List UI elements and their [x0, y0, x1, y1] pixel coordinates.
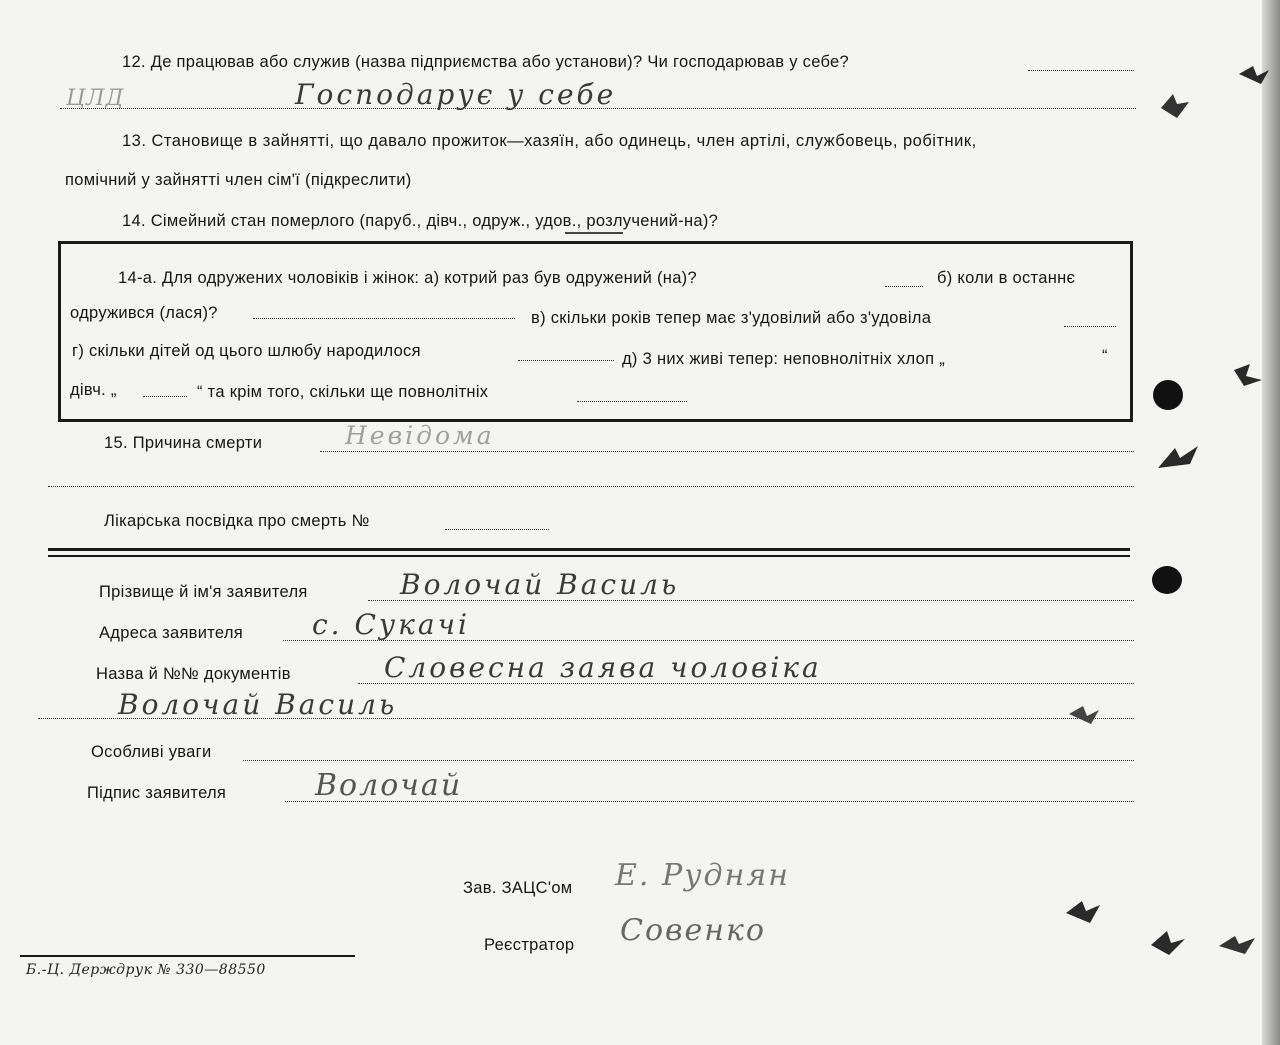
binding-edge-shadow: [1262, 0, 1280, 1045]
q14a-part-d: д) 3 них живі тепер: неповнолітніх хлоп „: [622, 350, 946, 368]
imprint-rule: [20, 955, 355, 957]
paper-tear-mark: [1215, 930, 1261, 960]
printer-imprint: Б.-Ц. Держдрук № 330—88550: [26, 962, 266, 978]
registrar-signature: Совенко: [620, 913, 766, 948]
documents-label: Назва й №№ документів: [96, 665, 291, 683]
q13-line2: помічний у зайнятті член сім'ї (підкреслити): [65, 171, 412, 189]
medical-cert-line: [445, 529, 549, 530]
q14a-girls-line: [143, 396, 187, 397]
paper-tear-mark: [1150, 440, 1210, 474]
applicant-address-label: Адреса заявителя: [99, 624, 244, 642]
q14a-part-b: б) коли в останнє: [937, 269, 1076, 287]
q14a-part-v-line: [1064, 326, 1116, 327]
q14-label: 14. Сімейний стан померлого (паруб., дівч., одруж., удов., розлучений-на)?: [122, 212, 719, 230]
applicant-signature-label: Підпис заявителя: [87, 784, 227, 802]
q12-label: 12. Де працював або служив (назва підприємства або установи)? Чи господарював у себе?: [122, 53, 850, 71]
paper-tear-mark: [1235, 60, 1275, 90]
q12-margin-note: ЦЛД: [66, 86, 125, 111]
q14a-girls-label: дівч. „: [70, 381, 117, 399]
q14a-part-g: г) скільки дітей од цього шлюбу народилося: [72, 342, 421, 360]
q14a-part-g-line: [518, 360, 614, 361]
applicant-name-line: [368, 600, 1134, 601]
registrar-label: Реєстратор: [484, 936, 575, 954]
q14a-part-a-line: [885, 286, 923, 287]
documents-value-line1: Словесна заява чоловіка: [384, 651, 822, 684]
special-notes-label: Особливі уваги: [91, 743, 212, 761]
q13-line1: 13. Становище в зайнятті, що давало прожиток—хазяїн, або одинець, член артілі, службовець, робітник,: [122, 132, 977, 150]
paper-tear-mark: [1145, 925, 1191, 959]
q15-line2: [48, 486, 1134, 487]
q15-label: 15. Причина смерти: [104, 434, 263, 452]
head-of-registry-signature: Е. Руднян: [615, 858, 790, 893]
applicant-address-value: с. Сукачі: [312, 608, 470, 641]
separator-rule-bottom: [48, 555, 1130, 557]
applicant-address-line: [283, 640, 1134, 641]
special-notes-line: [243, 760, 1134, 761]
punch-hole: [1152, 566, 1182, 594]
documents-line: [358, 683, 1134, 684]
applicant-name-label: Прізвище й ім'я заявителя: [99, 583, 308, 601]
q14a-part-a: 14-а. Для одружених чоловіків і жінок: а) котрий раз був одружений (на)?: [118, 269, 697, 287]
separator-rule-top: [48, 548, 1130, 551]
q12-answer: Господарує у себе: [295, 78, 617, 111]
q15-line: [320, 451, 1134, 452]
q14a-part-v: в) скільки років тепер має з'удовілий або з'удовіла: [531, 309, 932, 327]
q14-married-underline: [565, 232, 623, 234]
applicant-signature-line: [285, 801, 1134, 802]
q12-answer-line: [60, 108, 1136, 109]
q14a-line2-start: одружився (лася)?: [70, 304, 218, 322]
documents-line2: [38, 718, 1134, 719]
q14a-adults-line: [577, 401, 687, 402]
applicant-signature: Волочай: [315, 768, 463, 803]
applicant-name-value: Волочай Василь: [400, 568, 680, 601]
q14a-line4-rest: “ та крім того, скільки ще повнолітніх: [197, 383, 489, 401]
q12-dotted-line: [1028, 70, 1134, 71]
documents-value-line2: Волочай Василь: [118, 688, 398, 721]
q15-answer: Невідома: [345, 421, 495, 450]
head-of-registry-label: Зав. ЗАЦС'ом: [463, 879, 573, 897]
q14a-line2-dots: [253, 318, 515, 319]
medical-cert-label: Лікарська посвідка про смерть №: [104, 512, 370, 530]
paper-tear-mark: [1155, 90, 1195, 124]
punch-hole: [1153, 380, 1183, 410]
paper-tear-mark: [1230, 360, 1270, 390]
paper-tear-mark: [1060, 895, 1106, 929]
q14a-quote-close: “: [1102, 347, 1108, 365]
paper-tear-mark: [1065, 700, 1105, 730]
